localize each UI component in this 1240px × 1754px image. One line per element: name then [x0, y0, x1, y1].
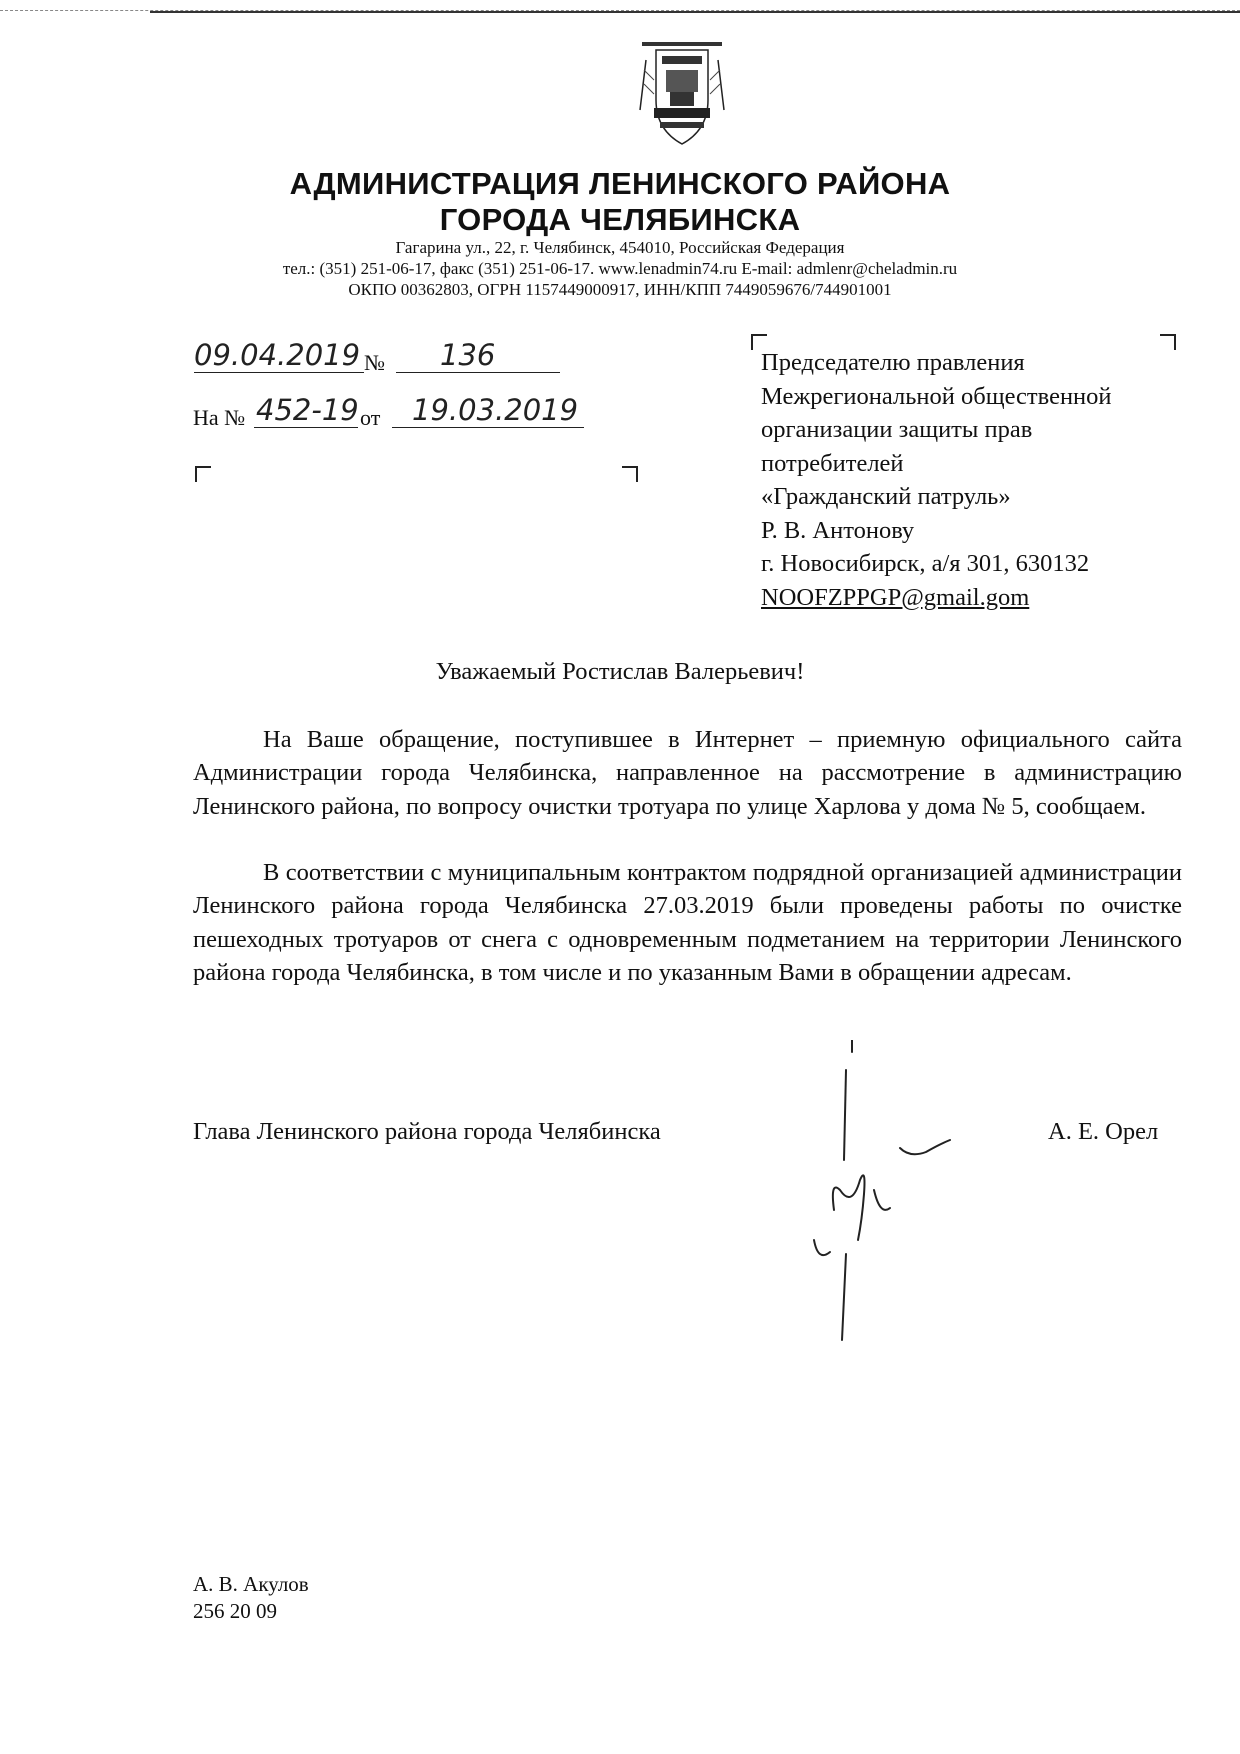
letter-paragraph: В соответствии с муниципальным контрактом подрядной организацией администрации Ленинского района города Челябинска 27.03.2019 были проведены работы по очистке пешеходных тротуаров от снега с одновременным подметанием на территории Ленинского района города Челябинска, в том числе и по указанным Вами в обращении адресам. [193, 859, 1182, 987]
reply-number: 452-19 [256, 393, 359, 427]
addressee-line: организации защиты прав [761, 416, 1033, 443]
addressee-line: Председателю правления [761, 349, 1025, 376]
executor-name: А. В. Акулов [193, 1572, 309, 1596]
addressee-email: NOOFZPPGP@gmail.gom [761, 583, 1030, 611]
reply-date: 19.03.2019 [412, 393, 579, 427]
signatory-name: А. Е. Орел [1048, 1118, 1159, 1145]
field-corner-top-right [622, 466, 638, 482]
addressee-line: потребителей [761, 449, 904, 477]
outgoing-date: 09.04.2019 [194, 338, 361, 372]
organization-city: ГОРОДА ЧЕЛЯБИНСКА [439, 202, 801, 237]
number-underline [396, 372, 560, 373]
date-underline [194, 372, 364, 373]
organization-contacts: тел.: (351) 251-06-17, факс (351) 251-06-17. www.lenadmin74.ru E-mail: admlenr@cheladmin.ru [282, 259, 958, 278]
addressee-line: г. Новосибирск, а/я 301, 630132 [761, 550, 1090, 577]
scan-edge-line [150, 11, 1240, 13]
addressee-block [761, 346, 1181, 614]
number-label: № [364, 350, 385, 375]
addressee-line: Р. В. Антонову [761, 516, 915, 544]
reply-number-label: На № [193, 405, 246, 430]
addressee-line: Межрегиональной общественной [761, 382, 1112, 410]
city-coat-of-arms-icon [636, 40, 728, 152]
greeting: Уважаемый Ростислав Валерьевич! [435, 658, 805, 685]
field-corner-top-left [195, 466, 211, 482]
signatory-position: Глава Ленинского района города Челябинска [193, 1118, 661, 1145]
organization-address: Гагарина ул., 22, г. Челябинск, 454010, Российская Федерация [395, 238, 845, 257]
reply-number-underline [254, 427, 358, 428]
handwritten-signature-icon [800, 1040, 970, 1360]
executor-phone: 256 20 09 [193, 1599, 277, 1623]
organization-title: АДМИНИСТРАЦИЯ ЛЕНИНСКОГО РАЙОНА [289, 166, 951, 201]
executor-block [193, 1571, 309, 1625]
addressee-line: «Гражданский патруль» [761, 483, 1011, 510]
organization-codes: ОКПО 00362803, ОГРН 1157449000917, ИНН/КПП 7449059676/744901001 [348, 280, 892, 299]
reply-from-label: от [360, 405, 381, 430]
reply-date-underline [392, 427, 584, 428]
outgoing-number: 136 [440, 338, 496, 372]
letter-paragraph: На Ваше обращение, поступившее в Интернет – приемную официального сайта Администрации города Челябинска, направленное на рассмотрение в администрацию Ленинского района, по вопросу очистки тротуара по улице Харлова у дома № 5, сообщаем. [193, 726, 1182, 820]
